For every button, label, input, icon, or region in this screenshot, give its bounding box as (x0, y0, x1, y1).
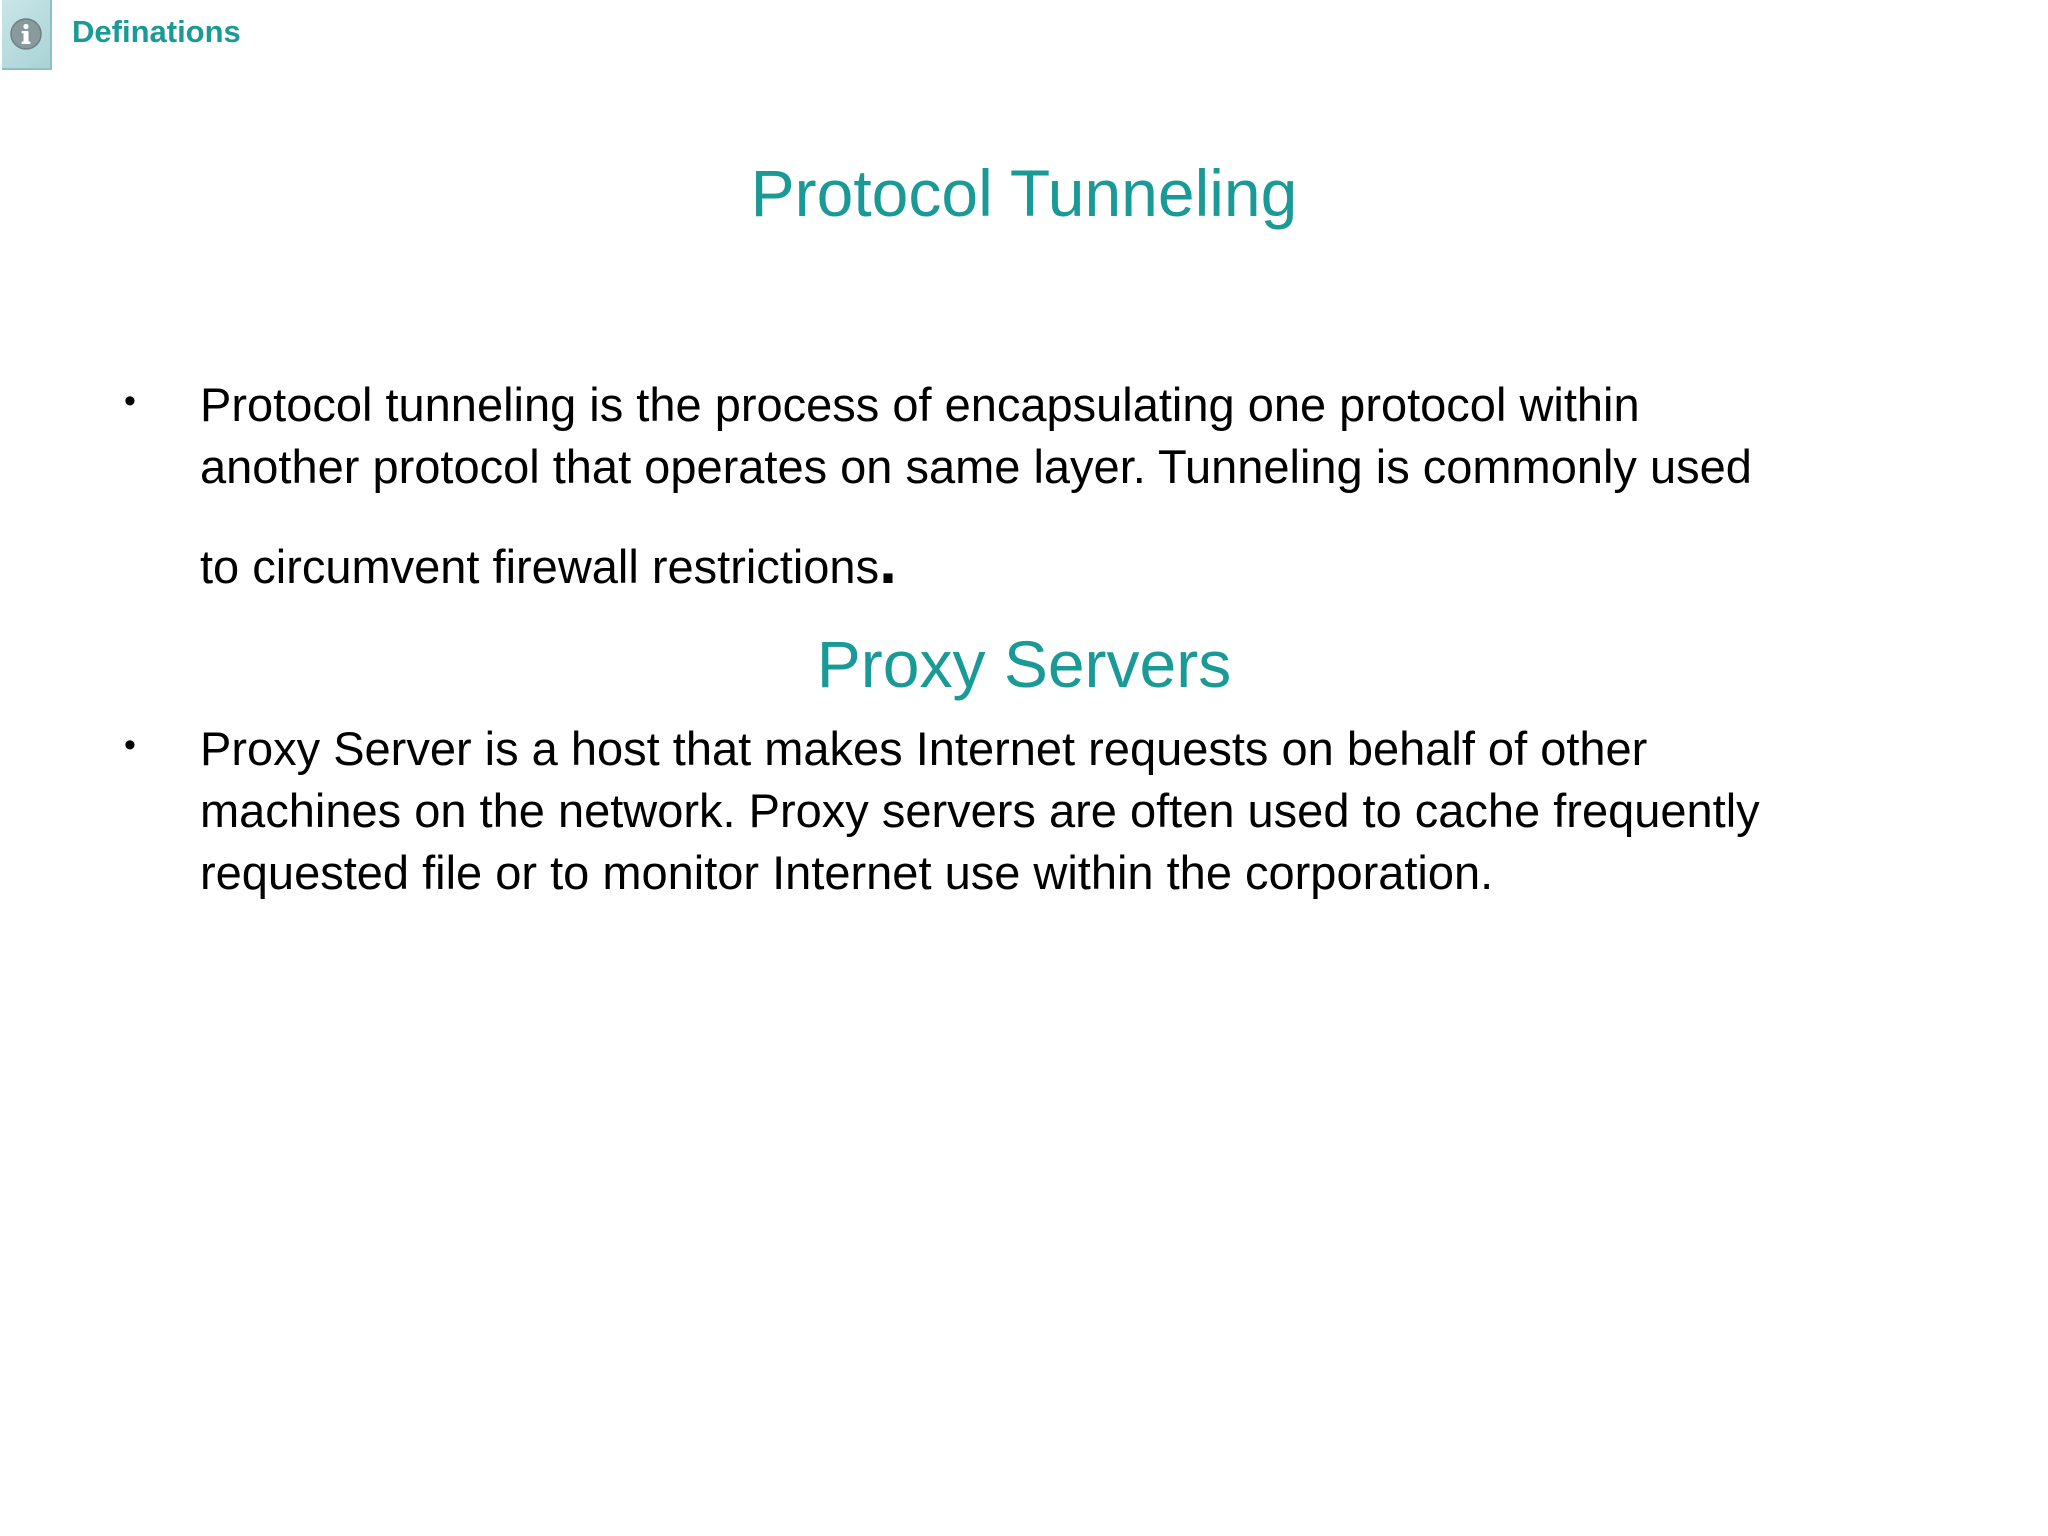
slide-title-protocol-tunneling: Protocol Tunneling (750, 156, 1298, 230)
bullet-line: Protocol tunneling is the process of encapsulating one protocol within (200, 378, 1640, 431)
bullet-dot: • (124, 726, 136, 764)
bullet-protocol-tunneling (120, 374, 1920, 598)
info-badge (2, 0, 52, 70)
bullet-line: machines on the network. Proxy servers are often used to cache frequently (200, 784, 1760, 837)
bullet-line-text: to circumvent firewall restrictions (200, 540, 880, 593)
bullet-line: requested file or to monitor Internet use within the corporation. (200, 846, 1494, 899)
bullet-line: another protocol that operates on same layer. Tunneling is commonly used (200, 440, 1752, 493)
slide-title-proxy-servers: Proxy Servers (816, 627, 1232, 701)
bullet-period: . (879, 525, 897, 597)
bullet-text (200, 718, 1920, 904)
bullet-text (200, 374, 1920, 598)
section-label: Definations (72, 14, 241, 49)
bullet-dot: • (124, 382, 136, 420)
info-icon (9, 17, 43, 51)
bullet-line: Proxy Server is a host that makes Internet requests on behalf of other (200, 722, 1648, 775)
bullet-line (200, 525, 1920, 598)
bullet-proxy-servers (120, 718, 1920, 904)
